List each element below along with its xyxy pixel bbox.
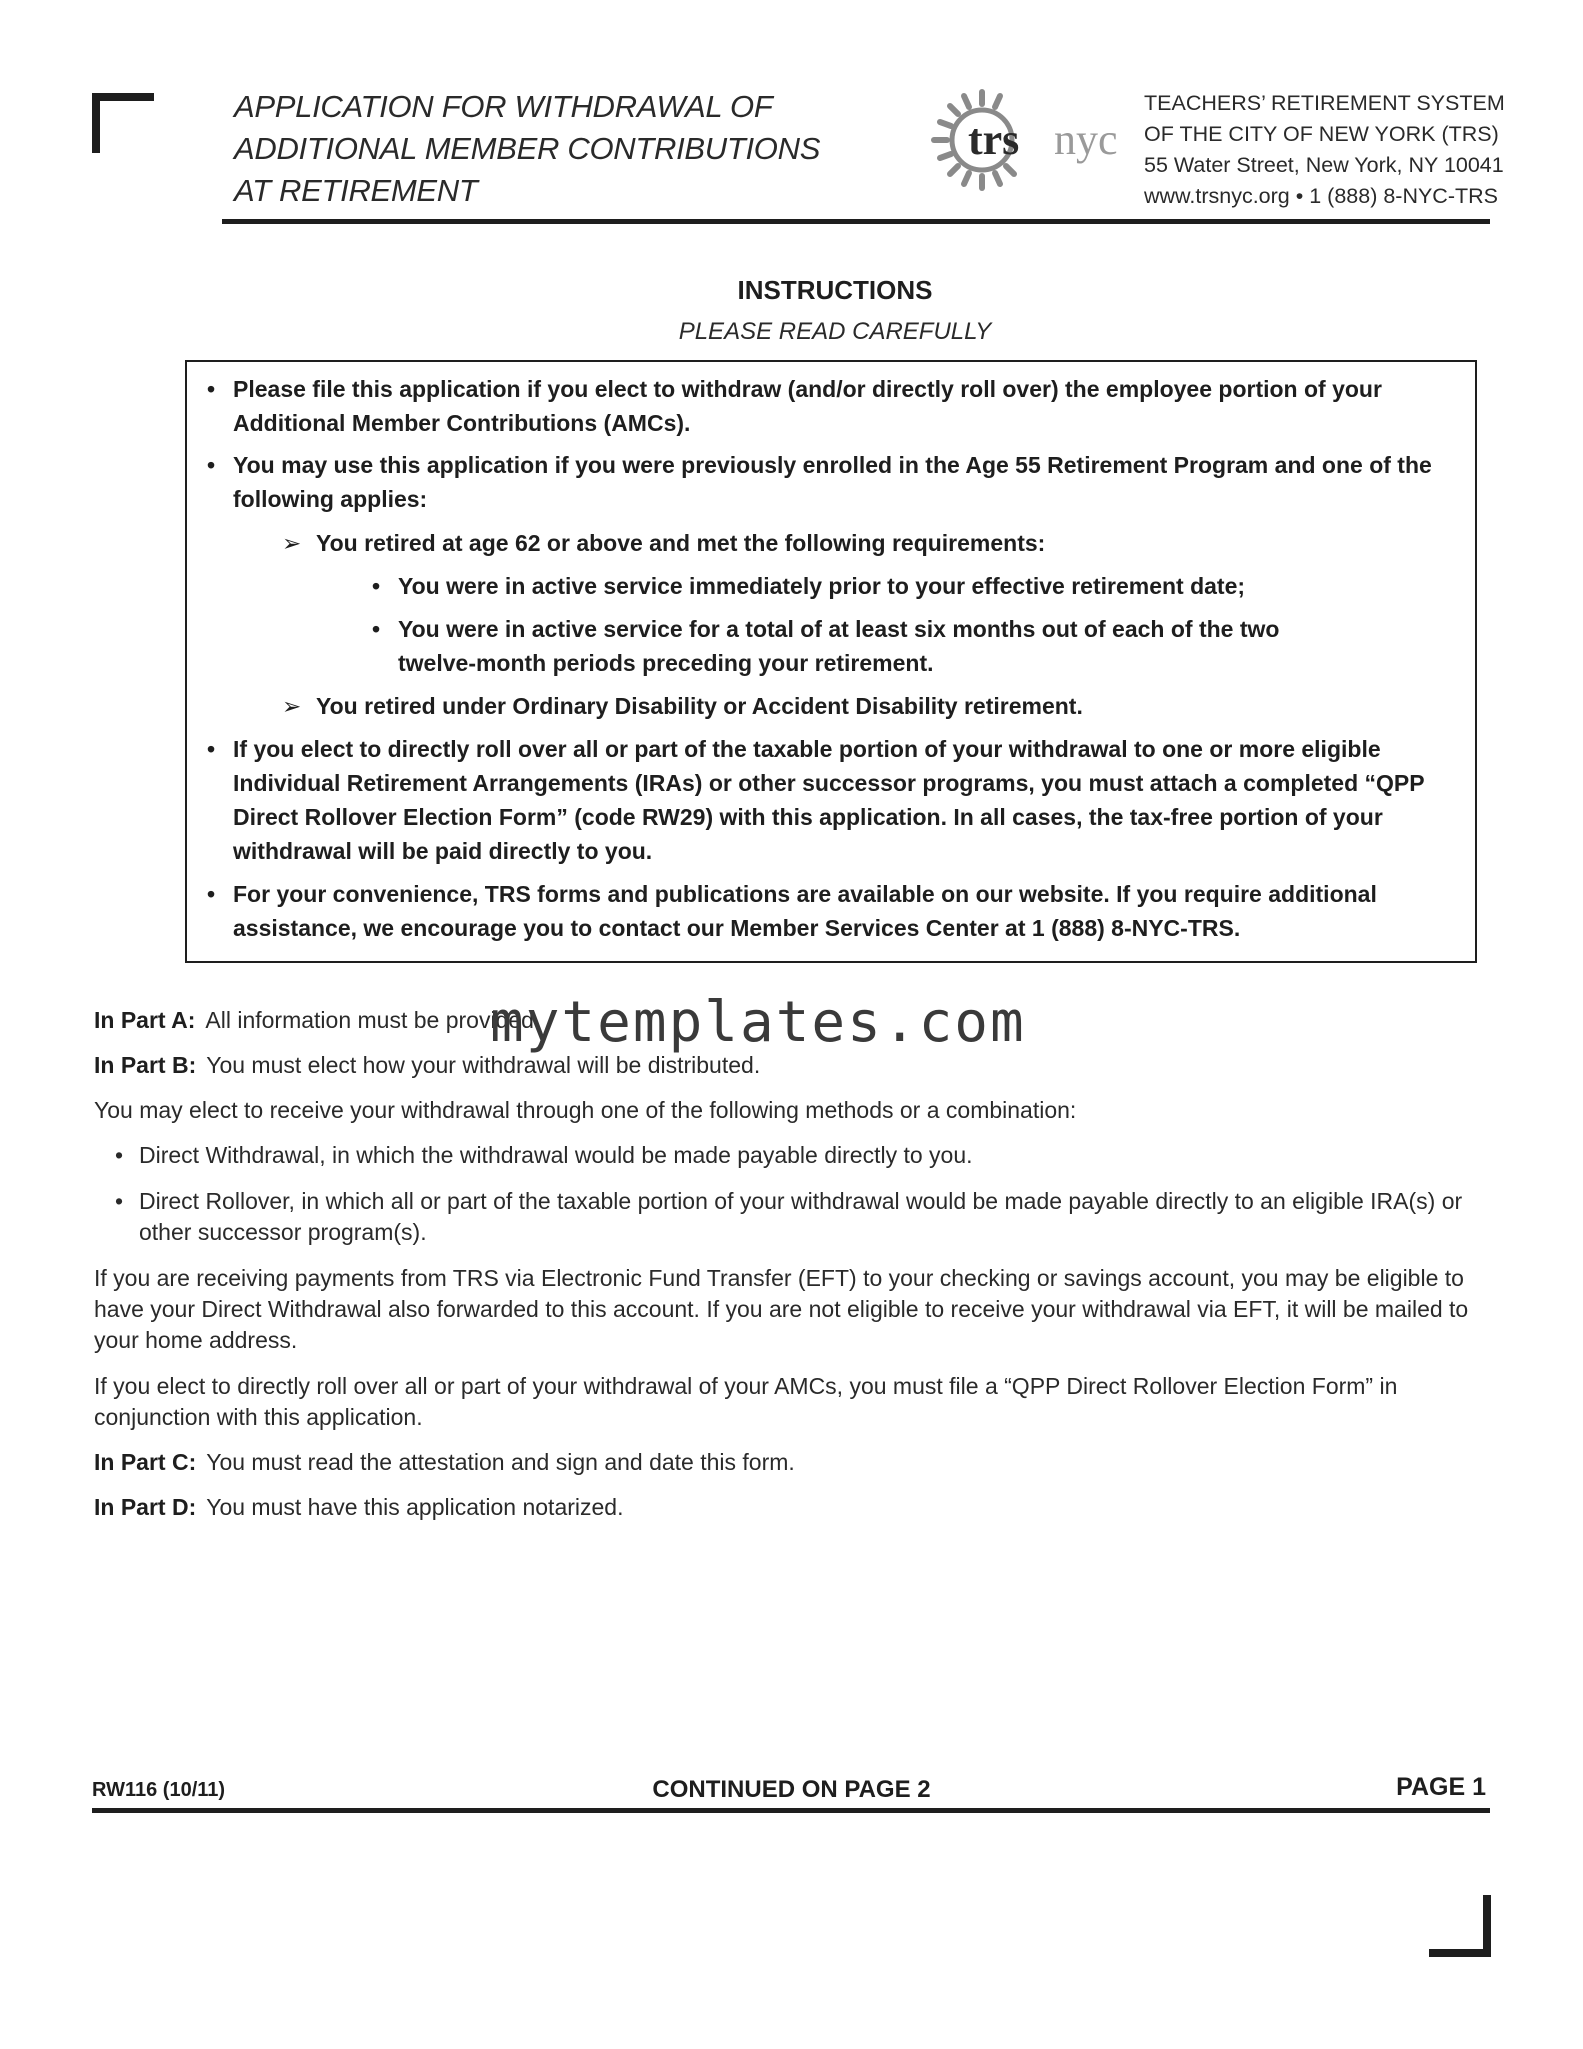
instructions-box bbox=[185, 360, 1477, 963]
methods-intro: You may elect to receive your withdrawal through one of the following methods or a combination: bbox=[94, 1097, 1077, 1123]
organization-info bbox=[1144, 88, 1505, 212]
instructions-heading: INSTRUCTIONS bbox=[737, 275, 933, 305]
org-line: TEACHERS’ RETIREMENT SYSTEM bbox=[1144, 91, 1505, 115]
arrowhead-icon: ➢ bbox=[282, 530, 302, 556]
org-line: 55 Water Street, New York, NY 10041 bbox=[1144, 153, 1504, 177]
trsnyc-logo bbox=[920, 88, 1130, 208]
corner-mark-bottom-right bbox=[1429, 1895, 1491, 1957]
bullet-icon: • bbox=[207, 736, 216, 762]
arrowhead-icon: ➢ bbox=[282, 693, 302, 719]
instruction-subbullet: • You were in active service immediately prior to your effective retirement date; bbox=[372, 569, 1432, 603]
watermark: mytemplates.com bbox=[490, 990, 1026, 1055]
part-d-line bbox=[94, 1492, 1494, 1523]
form-code: RW116 (10/11) bbox=[92, 1779, 226, 1801]
page-number: PAGE 1 bbox=[1396, 1773, 1486, 1801]
bullet-icon: • bbox=[115, 1188, 124, 1214]
instruction-bullet: • Please file this application if you elect to withdraw (and/or directly roll over) the employee portion of your Additional Member Contributions (AMCs). bbox=[207, 372, 1447, 440]
form-title-line: APPLICATION FOR WITHDRAWAL OF bbox=[234, 89, 773, 124]
part-c-line bbox=[94, 1447, 1494, 1478]
part-b-line bbox=[94, 1050, 1494, 1081]
instruction-bullet: • You may use this application if you were previously enrolled in the Age 55 Retirement Program and one of the following applies: bbox=[207, 448, 1447, 516]
instruction-subitem: ➢ You retired under Ordinary Disability or Accident Disability retirement. bbox=[282, 689, 1382, 723]
header-rule bbox=[222, 219, 1490, 224]
part-a-label: In Part A: bbox=[94, 1007, 196, 1033]
bullet-icon: • bbox=[207, 452, 216, 478]
eft-paragraph: If you are receiving payments from TRS via Electronic Fund Transfer (EFT) to your checking or savings account, you may be eligible to have your Direct Withdrawal also forwarded to this account. If you are not eligible to receive your withdrawal via EFT, it will be mailed to your home address. bbox=[94, 1265, 1469, 1353]
org-line: OF THE CITY OF NEW YORK (TRS) bbox=[1144, 122, 1499, 146]
part-d-text: You must have this application notarized. bbox=[206, 1494, 624, 1520]
bullet-icon: • bbox=[207, 376, 216, 402]
instruction-subitem: ➢ You retired at age 62 or above and met the following requirements: bbox=[282, 526, 1382, 560]
rollover-paragraph: If you elect to directly roll over all or part of your withdrawal of your AMCs, you must file a “QPP Direct Rollover Election Form” in conjunction with this application. bbox=[94, 1373, 1398, 1430]
part-c-label: In Part C: bbox=[94, 1449, 197, 1475]
org-line: www.trsnyc.org • 1 (888) 8-NYC-TRS bbox=[1144, 184, 1498, 208]
part-b-text: You must elect how your withdrawal will be distributed. bbox=[206, 1052, 761, 1078]
part-c-text: You must read the attestation and sign and date this form. bbox=[206, 1449, 795, 1475]
bullet-icon: • bbox=[372, 573, 381, 599]
continued-notice: CONTINUED ON PAGE 2 bbox=[652, 1776, 931, 1803]
part-d-label: In Part D: bbox=[94, 1494, 197, 1520]
part-a-text: All information must be provided. bbox=[205, 1007, 541, 1033]
form-title-line: ADDITIONAL MEMBER CONTRIBUTIONS bbox=[234, 131, 821, 166]
method-item: • Direct Rollover, in which all or part of the taxable portion of your withdrawal would be made payable directly to an eligible IRA(s) or other successor program(s). bbox=[115, 1186, 1495, 1248]
bullet-icon: • bbox=[115, 1142, 124, 1168]
bullet-icon: • bbox=[207, 881, 216, 907]
bullet-icon: • bbox=[372, 616, 381, 642]
instruction-subbullet: • You were in active service for a total of at least six months out of each of the two twelve-month periods preceding your retirement. bbox=[372, 612, 1332, 680]
instructions-subheading: PLEASE READ CAREFULLY bbox=[678, 318, 992, 345]
footer-rule bbox=[92, 1808, 1490, 1813]
sun-logo-icon bbox=[920, 88, 1130, 208]
logo-text-nyc: nyc bbox=[1054, 115, 1118, 164]
form-title-line: AT RETIREMENT bbox=[234, 173, 478, 208]
instruction-bullet: • For your convenience, TRS forms and publications are available on our website. If you require additional assistance, we encourage you to contact our Member Services Center at 1 (888) 8-NYC-TRS. bbox=[207, 877, 1447, 945]
part-b-label: In Part B: bbox=[94, 1052, 197, 1078]
logo-text-trs: trs bbox=[968, 115, 1020, 164]
method-item: • Direct Withdrawal, in which the withdrawal would be made payable directly to you. bbox=[115, 1140, 1495, 1171]
corner-mark-top-left bbox=[92, 93, 154, 153]
instruction-bullet: • If you elect to directly roll over all or part of the taxable portion of your withdrawal to one or more eligible Individual Retirement Arrangements (IRAs) or other successor programs, you must attach a completed “QPP Direct Rollover Election Form” (code RW29) with this application. In all cases, the tax-free portion of your withdrawal will be paid directly to you. bbox=[207, 732, 1447, 868]
form-title bbox=[234, 86, 820, 212]
